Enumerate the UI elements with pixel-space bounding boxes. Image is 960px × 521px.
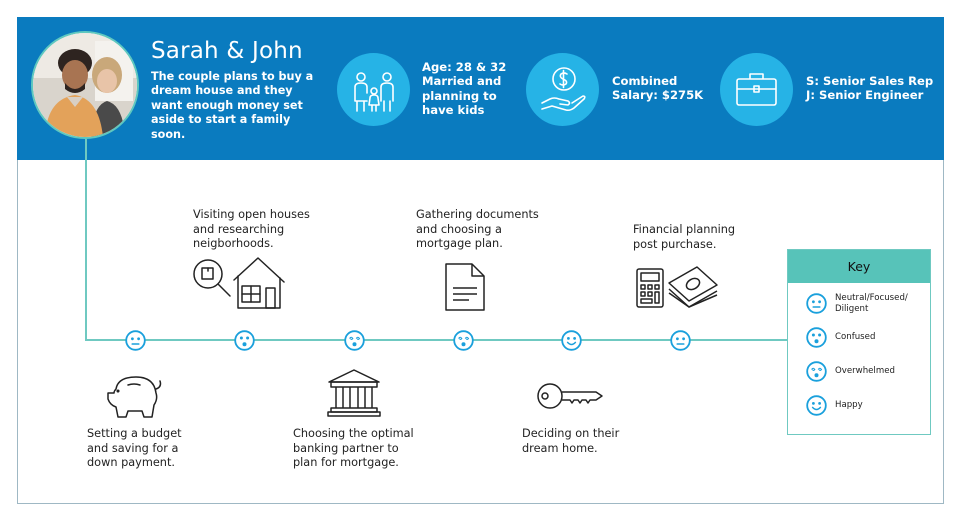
overwhelmed-face-icon — [453, 330, 474, 351]
briefcase-icon — [720, 53, 793, 126]
key-item-overwhelmed — [806, 361, 895, 382]
neutral-face-icon — [806, 293, 827, 314]
step-banking-text: Choosing the optimal banking partner to plan for mortgage. — [293, 427, 414, 470]
step-documents-text: Gathering documents and choosing a mortgage plan. — [416, 208, 539, 251]
bank-icon — [326, 368, 382, 418]
neutral-face-icon — [670, 330, 691, 351]
salary-stat-circle — [526, 53, 599, 126]
key-label: Overwhelmed — [835, 366, 895, 376]
house-search-icon — [190, 254, 288, 310]
family-stat-circle — [337, 53, 410, 126]
couple-photo-icon — [33, 33, 137, 137]
step-open-houses-text: Visiting open houses and researching neigborhoods. — [193, 208, 310, 251]
job-stat: S: Senior Sales Rep J: Senior Engineer — [806, 74, 934, 103]
overwhelmed-face-icon — [344, 330, 365, 351]
confused-face-icon — [806, 327, 827, 348]
key-label: Happy — [835, 400, 863, 410]
neutral-face-icon — [125, 330, 146, 351]
key-item-neutral — [806, 293, 908, 314]
happy-face-icon — [806, 395, 827, 416]
step-budget-text: Setting a budget and saving for a down payment. — [87, 427, 182, 470]
calculator-cash-icon — [635, 263, 721, 309]
piggy-bank-icon — [104, 373, 164, 419]
persona-description: The couple plans to buy a dream house and they want enough money set aside to start a family soon. — [151, 70, 314, 141]
timeline-connector — [85, 139, 87, 340]
persona-avatar — [31, 31, 139, 139]
key-label: Neutral/Focused/ Diligent — [835, 293, 908, 314]
happy-face-icon — [561, 330, 582, 351]
age-family-stat: Age: 28 & 32 Married and planning to have kids — [422, 60, 507, 118]
key-item-confused — [806, 327, 876, 348]
persona-name: Sarah & John — [151, 38, 303, 64]
family-icon — [337, 53, 410, 126]
key-item-happy — [806, 395, 863, 416]
step-dream-home-text: Deciding on their dream home. — [522, 427, 620, 455]
key-label: Confused — [835, 332, 876, 342]
key-icon — [536, 381, 606, 411]
document-icon — [443, 262, 487, 312]
step-financial-planning-text: Financial planning post purchase. — [633, 223, 736, 251]
money-hand-icon — [526, 53, 599, 126]
confused-face-icon — [234, 330, 255, 351]
salary-stat: Combined Salary: $275K — [612, 74, 704, 103]
overwhelmed-face-icon — [806, 361, 827, 382]
key-title: Key — [788, 250, 930, 283]
emotion-key-legend — [787, 249, 931, 435]
job-stat-circle — [720, 53, 793, 126]
